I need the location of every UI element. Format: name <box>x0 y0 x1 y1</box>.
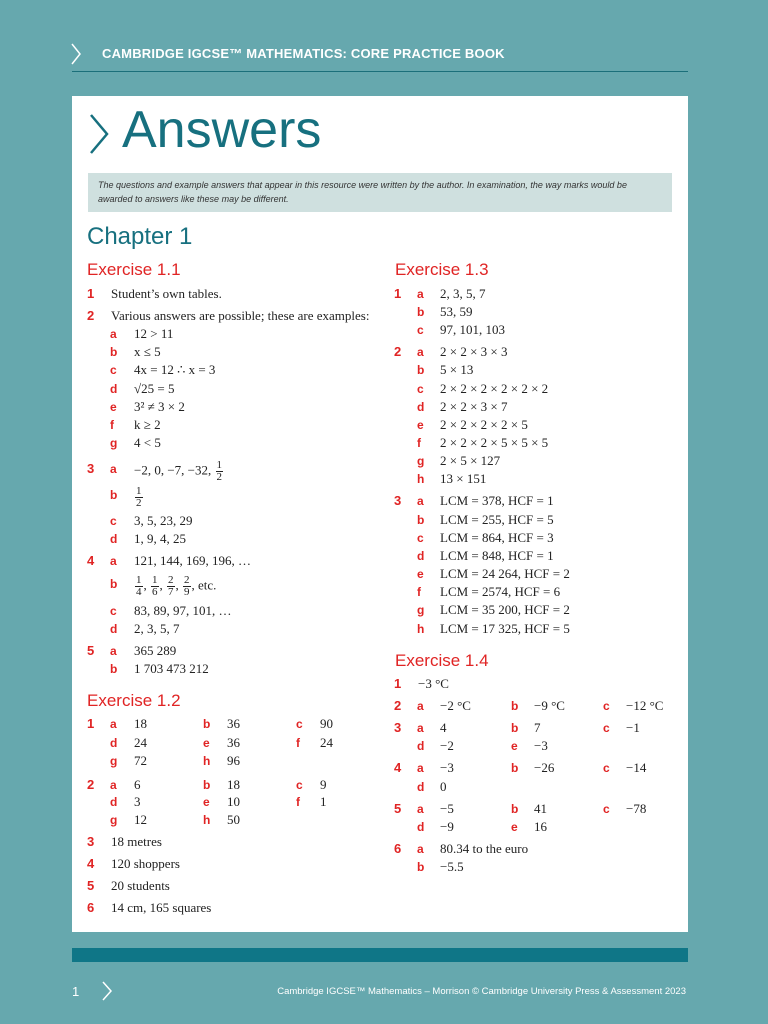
part-letter: b <box>203 778 211 792</box>
answer-text: −3 °C <box>418 676 449 691</box>
answer-text: −12 °C <box>626 698 664 713</box>
part-letter: b <box>511 699 519 713</box>
footer-band <box>72 948 688 962</box>
ex14-q2 <box>372 697 672 715</box>
ex13-q1a <box>372 285 672 303</box>
ex14-q5-row1 <box>372 800 672 818</box>
exercise-1-3-heading: Exercise 1.3 <box>395 260 489 279</box>
ex11-q1 <box>72 285 372 303</box>
question-number: 3 <box>87 461 95 476</box>
part-letter: e <box>417 567 424 581</box>
ex11-q5a <box>72 642 372 660</box>
fraction: $\frac{2}{7}$ <box>168 574 174 598</box>
ex13-q2e <box>372 416 672 434</box>
ex12-q2-row1 <box>72 776 372 794</box>
ex13-q3g <box>372 601 672 619</box>
part-letter: a <box>110 327 117 341</box>
exercise-1-4-heading: Exercise 1.4 <box>395 651 489 670</box>
ex11-q2f <box>72 416 372 434</box>
part-letter: g <box>110 813 118 827</box>
answer-text: 80.34 to the euro <box>440 841 529 856</box>
part-letter: h <box>417 472 425 486</box>
answer-text: 2 × 2 × 3 × 7 <box>440 399 508 414</box>
answer-text: 1 703 473 212 <box>134 661 209 676</box>
ex13-q2f <box>372 434 672 452</box>
answer-text: −5.5 <box>440 859 464 874</box>
ex13-q3c <box>372 529 672 547</box>
question-number: 2 <box>87 777 95 792</box>
ex11-q5b <box>72 660 372 678</box>
ex13-q2b <box>372 361 672 379</box>
answer-text <box>134 460 224 483</box>
page-title: Answers <box>122 101 322 159</box>
question-number: 4 <box>87 856 95 871</box>
ex14-q3-row2 <box>372 737 672 755</box>
ex11-q4a <box>72 552 372 570</box>
answer-text: LCM = 24 264, HCF = 2 <box>440 566 570 581</box>
ex11-q3a <box>72 460 372 484</box>
part-letter: a <box>417 699 424 713</box>
part-letter: e <box>203 795 210 809</box>
part-letter: h <box>417 622 425 636</box>
part-letter: f <box>296 795 300 809</box>
answer-text: −5 <box>440 801 454 816</box>
answer-text: 2 × 2 × 2 × 5 × 5 × 5 <box>440 435 549 450</box>
part-letter: c <box>110 604 117 618</box>
header-divider <box>72 71 688 72</box>
ex11-q4d <box>72 620 372 638</box>
ex12-q6 <box>72 899 372 917</box>
ex14-q4-row2 <box>372 778 672 796</box>
answer-text: 7 <box>534 720 541 735</box>
answer-text: 12 <box>134 812 147 827</box>
answer-text: 24 <box>134 735 147 750</box>
answer-text: 41 <box>534 801 547 816</box>
question-number: 2 <box>394 698 402 713</box>
ex13-q3d <box>372 547 672 565</box>
ex14-q6b <box>372 858 672 876</box>
answer-text: 20 students <box>111 878 170 893</box>
answer-text: LCM = 17 325, HCF = 5 <box>440 621 570 636</box>
ex11-q2 <box>72 307 372 325</box>
ex13-q1c <box>372 321 672 339</box>
chevron-right-icon <box>101 980 113 1002</box>
answer-text: −2 °C <box>440 698 471 713</box>
answer-text: 2, 3, 5, 7 <box>440 286 486 301</box>
answer-text: 2 × 2 × 2 × 2 × 5 <box>440 417 528 432</box>
ex11-q2d <box>72 380 372 398</box>
part-letter: a <box>417 287 424 301</box>
fraction: $\frac{1}{4}$ <box>136 574 142 598</box>
answer-text: −2 <box>440 738 454 753</box>
part-letter: a <box>110 717 117 731</box>
answer-text: −1 <box>626 720 640 735</box>
answer-text: 97, 101, 103 <box>440 322 505 337</box>
ex13-q2a <box>372 343 672 361</box>
ex12-q5 <box>72 877 372 895</box>
part-letter: e <box>203 736 210 750</box>
answer-text: 18 metres <box>111 834 162 849</box>
header-title: CAMBRIDGE IGCSE™ MATHEMATICS: CORE PRACTICE BOOK <box>102 46 505 61</box>
ex13-q2c <box>372 380 672 398</box>
footer-copyright: Cambridge IGCSE™ Mathematics – Morrison © Cambridge University Press & Assessment 2023 <box>277 986 686 997</box>
fraction: $\frac{1}{6}$ <box>152 574 158 598</box>
answer-text: 2, 3, 5, 7 <box>134 621 180 636</box>
part-letter: g <box>110 754 118 768</box>
answer-text: 24 <box>320 735 333 750</box>
question-number: 5 <box>87 878 95 893</box>
ex13-q3f <box>372 583 672 601</box>
ex14-q3-row1 <box>372 719 672 737</box>
part-letter: b <box>417 305 425 319</box>
part-letter: a <box>110 554 117 568</box>
part-letter: c <box>603 721 610 735</box>
answer-text: √25 = 5 <box>134 381 175 396</box>
answer-text: LCM = 255, HCF = 5 <box>440 512 554 527</box>
question-number: 6 <box>87 900 95 915</box>
fraction: $\frac{1}{2}$ <box>216 459 222 483</box>
answer-text: LCM = 848, HCF = 1 <box>440 548 554 563</box>
question-number: 1 <box>87 716 95 731</box>
ex13-q2d <box>372 398 672 416</box>
answer-text: 2 × 2 × 2 × 2 × 2 × 2 <box>440 381 549 396</box>
answer-text: 1, 9, 4, 25 <box>134 531 186 546</box>
part-letter: h <box>203 813 211 827</box>
exercise-1-1-heading: Exercise 1.1 <box>87 260 181 279</box>
answer-text: 2 × 5 × 127 <box>440 453 501 468</box>
part-letter: a <box>417 494 424 508</box>
part-letter: d <box>417 820 425 834</box>
answer-text: Student’s own tables. <box>111 286 222 301</box>
exercise-1-2-heading: Exercise 1.2 <box>87 691 181 710</box>
ex12-q3 <box>72 833 372 851</box>
answer-text: 0 <box>440 779 447 794</box>
fraction: $\frac{2}{9}$ <box>184 574 190 598</box>
ex13-q2h <box>372 470 672 488</box>
ex13-q3b <box>372 511 672 529</box>
question-number: 4 <box>394 760 402 775</box>
answer-text: 18 <box>227 777 240 792</box>
part-letter: d <box>417 739 425 753</box>
part-letter: g <box>417 603 425 617</box>
answer-text: 13 × 151 <box>440 471 487 486</box>
ex11-q3d <box>72 530 372 548</box>
part-letter: c <box>296 778 303 792</box>
ex12-q2-row3 <box>72 811 372 829</box>
answer-text: 4x = 12 ∴ x = 3 <box>134 362 216 377</box>
part-letter: a <box>110 462 117 476</box>
part-letter: a <box>110 644 117 658</box>
ex11-q2a <box>72 325 372 343</box>
ex12-q1-row2 <box>72 734 372 752</box>
part-letter: e <box>511 820 518 834</box>
answer-text: 14 cm, 165 squares <box>111 900 212 915</box>
answer-text: 36 <box>227 716 240 731</box>
part-letter: b <box>110 488 118 502</box>
question-number: 1 <box>394 676 402 691</box>
ex13-q2g <box>372 452 672 470</box>
part-letter: c <box>110 363 117 377</box>
part-letter: f <box>417 436 421 450</box>
chapter-heading: Chapter 1 <box>87 223 193 250</box>
part-letter: b <box>511 802 519 816</box>
part-letter: a <box>417 721 424 735</box>
part-letter: d <box>110 795 118 809</box>
part-letter: c <box>603 761 610 775</box>
answer-text: 50 <box>227 812 240 827</box>
question-number: 2 <box>87 308 95 323</box>
question-number: 6 <box>394 841 402 856</box>
part-letter: h <box>203 754 211 768</box>
answer-text: −78 <box>626 801 647 816</box>
part-letter: b <box>417 860 425 874</box>
ex11-q2e <box>72 398 372 416</box>
page-number: 1 <box>72 984 80 999</box>
question-number: 5 <box>394 801 402 816</box>
ex11-q2b <box>72 343 372 361</box>
answer-text: 83, 89, 97, 101, … <box>134 603 232 618</box>
question-number: 1 <box>87 286 95 301</box>
answer-text: 1 <box>320 794 327 809</box>
part-letter: e <box>417 418 424 432</box>
part-letter: b <box>203 717 211 731</box>
chevron-right-icon <box>88 112 110 156</box>
answer-text: LCM = 2574, HCF = 6 <box>440 584 561 599</box>
part-letter: c <box>417 323 424 337</box>
question-number: 1 <box>394 286 402 301</box>
part-letter: c <box>417 382 424 396</box>
answer-text: −9 <box>440 819 454 834</box>
ex13-q3h <box>372 620 672 638</box>
answer-text: 3, 5, 23, 29 <box>134 513 193 528</box>
part-letter: c <box>417 531 424 545</box>
answer-text: 18 <box>134 716 147 731</box>
answer-text: k ≥ 2 <box>134 417 161 432</box>
answer-text: 96 <box>227 753 240 768</box>
part-letter: b <box>511 761 519 775</box>
ex11-q4c <box>72 602 372 620</box>
answer-text: 3² ≠ 3 × 2 <box>134 399 185 414</box>
part-letter: b <box>110 345 118 359</box>
answer-suffix: etc. <box>198 577 217 593</box>
part-letter: a <box>417 842 424 856</box>
part-letter: d <box>417 780 425 794</box>
ex11-q2c <box>72 361 372 379</box>
answer-text: 2 × 2 × 3 × 3 <box>440 344 508 359</box>
part-letter: c <box>603 802 610 816</box>
answer-text <box>134 486 144 509</box>
ex14-q4-row1 <box>372 759 672 777</box>
part-letter: b <box>417 513 425 527</box>
answer-text: −9 °C <box>534 698 565 713</box>
ex14-q1 <box>372 675 672 693</box>
ex13-q3a <box>372 492 672 510</box>
question-number: 2 <box>394 344 402 359</box>
answer-text: 90 <box>320 716 333 731</box>
part-letter: c <box>603 699 610 713</box>
part-letter: b <box>511 721 519 735</box>
disclaimer-box <box>88 173 672 212</box>
part-letter: a <box>110 778 117 792</box>
ex14-q6a <box>372 840 672 858</box>
part-letter: d <box>110 622 118 636</box>
part-letter: a <box>417 345 424 359</box>
part-letter: d <box>417 400 425 414</box>
answer-text: 72 <box>134 753 147 768</box>
answer-text: LCM = 864, HCF = 3 <box>440 530 554 545</box>
question-number: 5 <box>87 643 95 658</box>
answer-text: 9 <box>320 777 327 792</box>
disclaimer-text: The questions and example answers that appear in this resource were written by the author. In examination, the way marks would be awarded to answers like these may be different. <box>98 180 627 204</box>
answer-text: −3 <box>440 760 454 775</box>
part-letter: b <box>110 577 118 591</box>
part-letter: a <box>417 761 424 775</box>
ex12-q2-row2 <box>72 793 372 811</box>
part-letter: b <box>417 363 425 377</box>
part-letter: f <box>296 736 300 750</box>
ex11-q3b <box>72 486 372 510</box>
answer-text: 16 <box>534 819 547 834</box>
ex14-q5-row2 <box>372 818 672 836</box>
answer-text: LCM = 35 200, HCF = 2 <box>440 602 570 617</box>
part-letter: g <box>417 454 425 468</box>
part-letter: f <box>110 418 114 432</box>
answer-text: 4 <box>440 720 447 735</box>
ex12-q1-row1 <box>72 715 372 733</box>
question-number: 4 <box>87 553 95 568</box>
answer-text: −3 <box>534 738 548 753</box>
answer-text: 3 <box>134 794 141 809</box>
answer-text: LCM = 378, HCF = 1 <box>440 493 554 508</box>
answer-text: −14 <box>626 760 647 775</box>
part-letter: d <box>110 532 118 546</box>
answer-text: 12 > 11 <box>134 326 174 341</box>
part-letter: e <box>511 739 518 753</box>
ex13-q3e <box>372 565 672 583</box>
answer-values: −2, 0, −7, −32, <box>134 462 212 478</box>
answer-text: 10 <box>227 794 240 809</box>
answer-text: 4 < 5 <box>134 435 161 450</box>
ex11-q2g <box>72 434 372 452</box>
part-letter: d <box>110 382 118 396</box>
ex11-q4b <box>72 575 372 599</box>
question-number: 3 <box>394 493 402 508</box>
part-letter: e <box>110 400 117 414</box>
ex11-q3c <box>72 512 372 530</box>
question-number: 3 <box>87 834 95 849</box>
fraction: $\frac{1}{2}$ <box>136 485 142 509</box>
answer-text: 5 × 13 <box>440 362 474 377</box>
answer-text: 53, 59 <box>440 304 473 319</box>
answer-text: −26 <box>534 760 555 775</box>
answer-text: 6 <box>134 777 141 792</box>
answer-text: 121, 144, 169, 196, … <box>134 553 251 568</box>
part-letter: a <box>417 802 424 816</box>
answer-text: 120 shoppers <box>111 856 180 871</box>
ex13-q1b <box>372 303 672 321</box>
answers-card <box>72 96 688 932</box>
part-letter: d <box>417 549 425 563</box>
part-letter: b <box>110 662 118 676</box>
ex12-q1-row3 <box>72 752 372 770</box>
part-letter: c <box>110 514 117 528</box>
part-letter: g <box>110 436 118 450</box>
part-letter: d <box>110 736 118 750</box>
answer-text: $\frac{1}{4}$ , $\frac{1}{6}$ , $\frac{2}{7}$ , $\frac{2}{9}$ , etc. <box>136 574 217 598</box>
ex12-q4 <box>72 855 372 873</box>
answer-text: 36 <box>227 735 240 750</box>
answer-text: x ≤ 5 <box>134 344 161 359</box>
chevron-right-icon <box>70 42 82 66</box>
part-letter: c <box>296 717 303 731</box>
part-letter: f <box>417 585 421 599</box>
question-number: 3 <box>394 720 402 735</box>
answer-text: Various answers are possible; these are examples: <box>111 308 370 323</box>
answer-text: 365 289 <box>134 643 177 658</box>
